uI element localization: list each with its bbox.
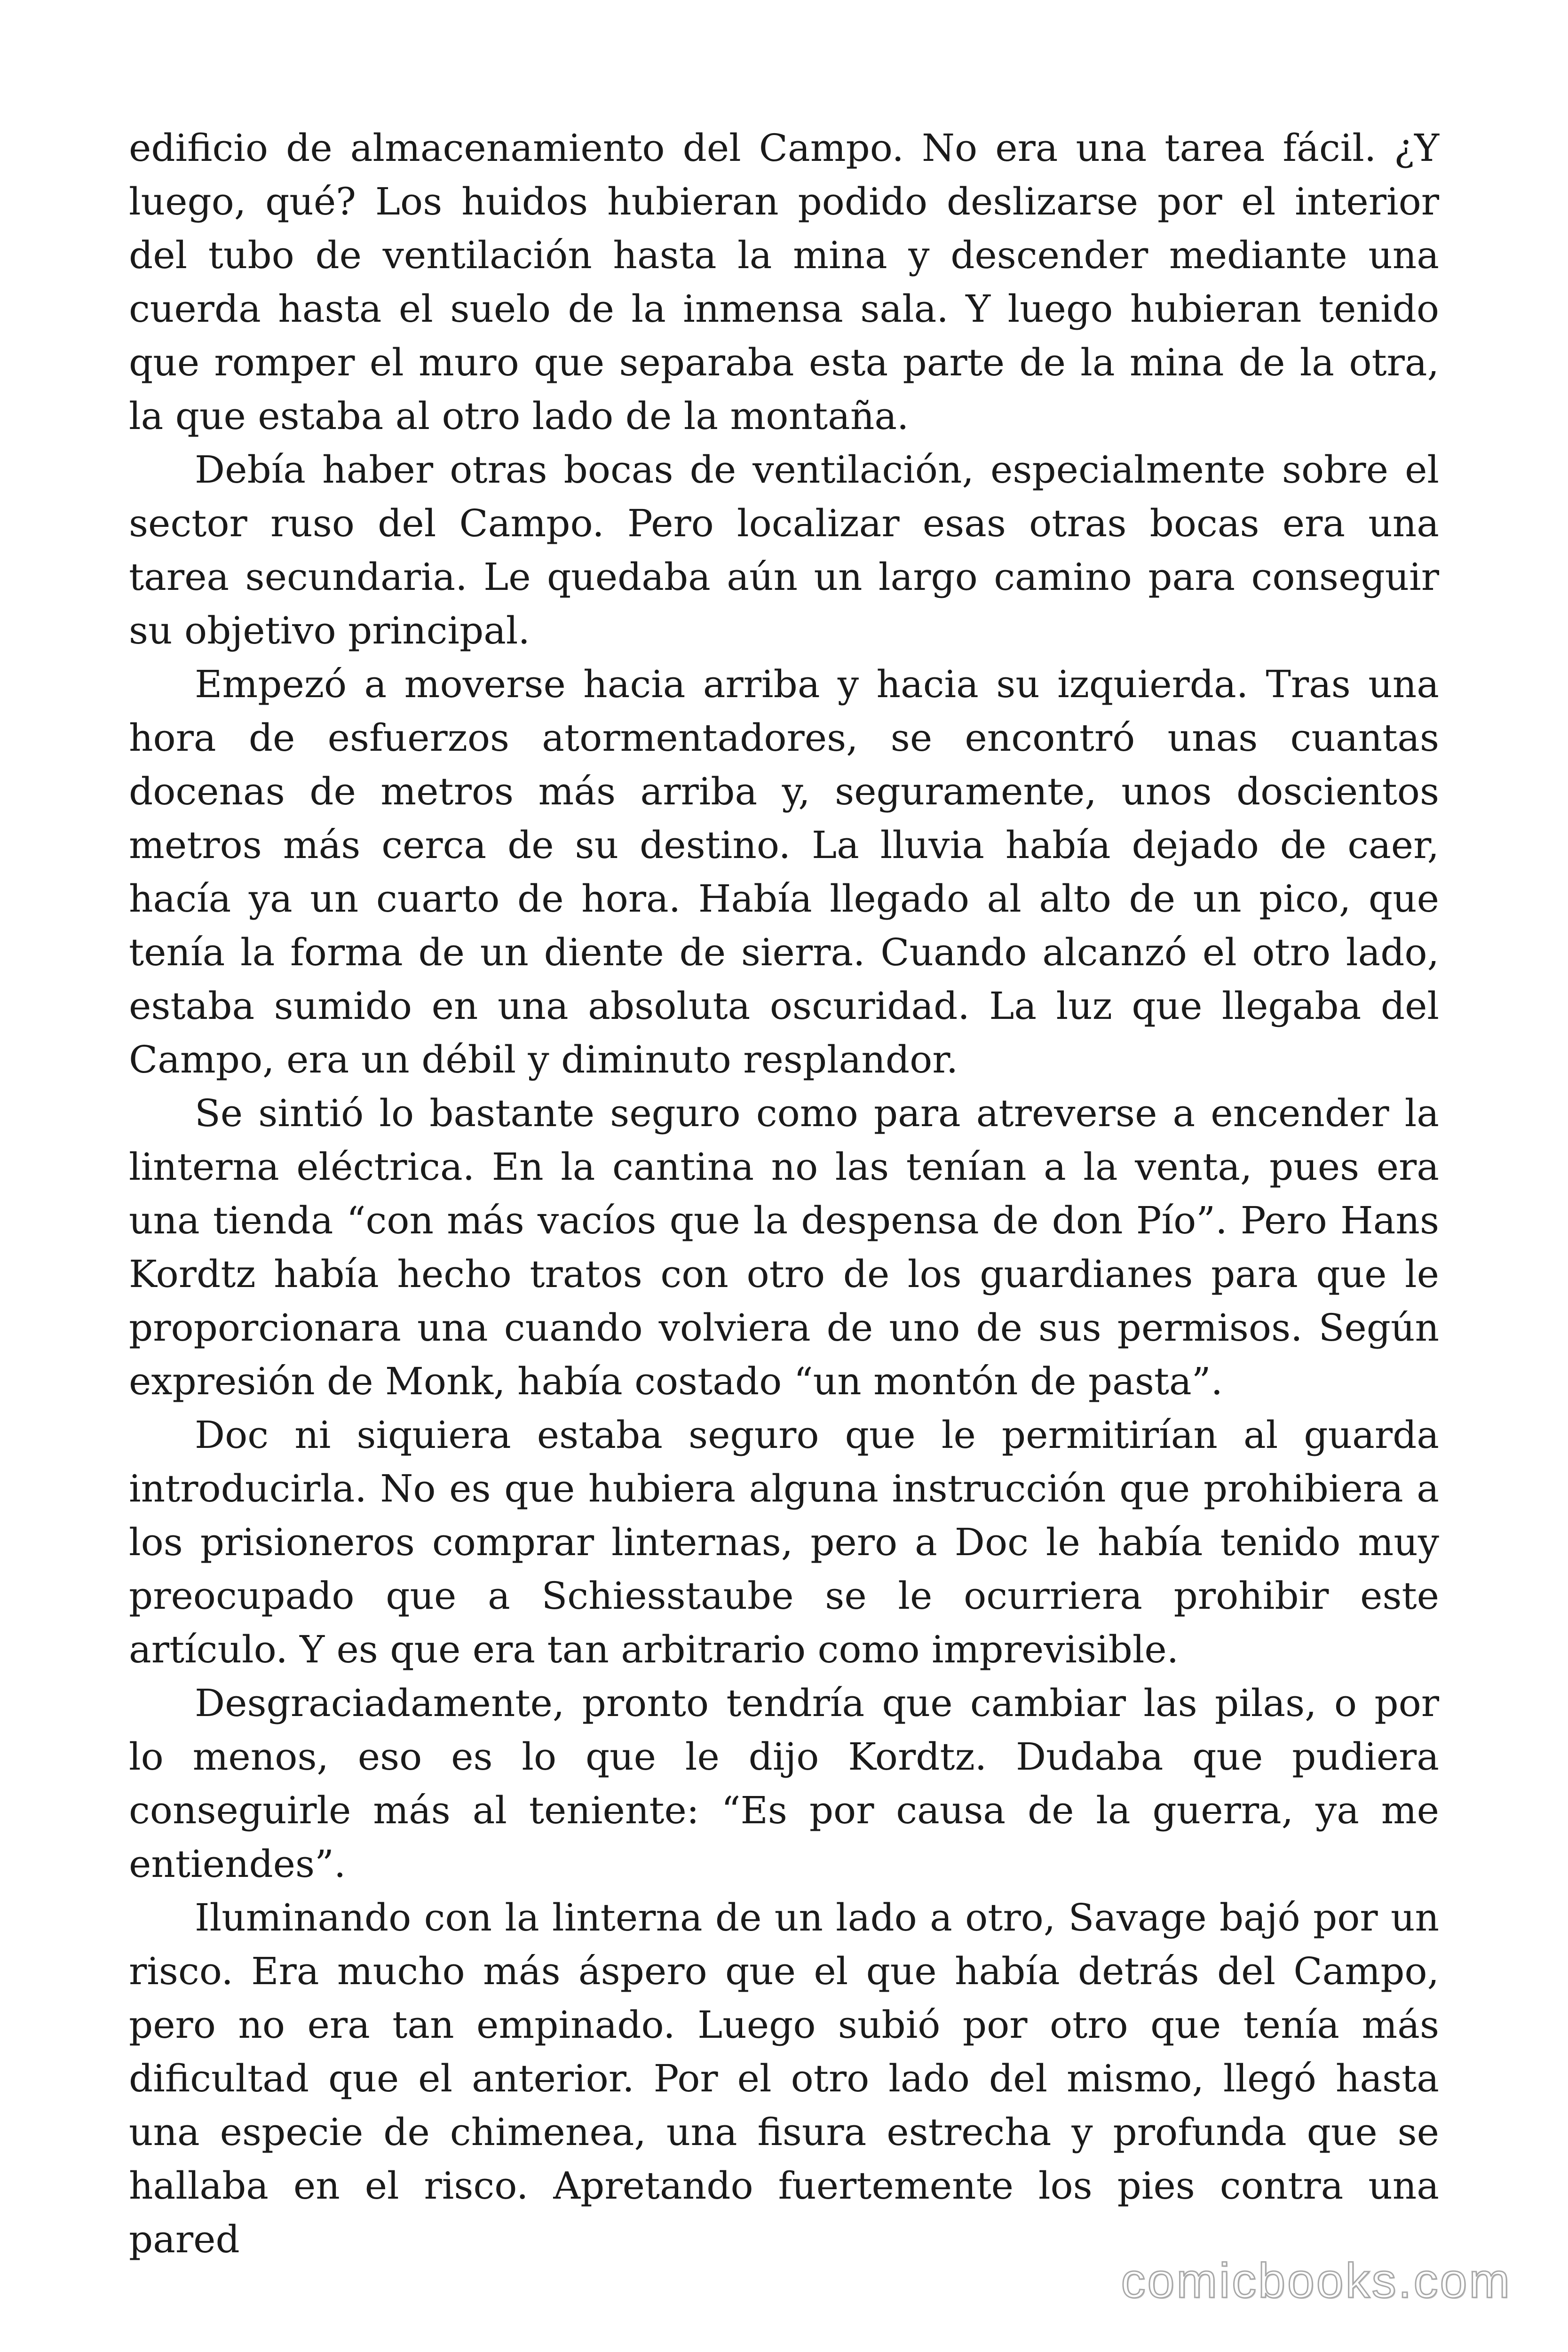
- paragraph-1: edificio de almacenamiento del Campo. No era una tarea fácil. ¿Y luego, qué? Los huidos hubieran podido deslizarse por el interior del tubo de ventilación hasta la mina y descender mediante una cuerda hasta el suelo de la inmensa sala. Y luego hubieran tenido que romper el muro que separaba esta parte de la mina de la otra, la que estaba al otro lado de la montaña.: [129, 126, 1439, 438]
- paragraph-7: Iluminando con la linterna de un lado a otro, Savage bajó por un risco. Era mucho más áspero que el que había detrás del Campo, pero no era tan empinado. Luego subió por otro que tenía más dificultad que el anterior. Por el otro lado del mismo, llegó hasta una especie de chimenea, una fisura estrecha y profunda que se hallaba en el risco. Apretando fuertemente los pies contra una pared: [129, 1896, 1439, 2261]
- paragraph-6: Desgraciadamente, pronto tendría que cambiar las pilas, o por lo menos, eso es lo que le dijo Kordtz. Dudaba que pudiera conseguirle más al teniente: “Es por causa de la guerra, ya me entiendes”.: [129, 1681, 1439, 1886]
- paragraph-2: Debía haber otras bocas de ventilación, especialmente sobre el sector ruso del Campo. Pero localizar esas otras bocas era una tarea secundaria. Le quedaba aún un largo camino para conseguir su objetivo principal.: [129, 448, 1439, 652]
- paragraph-4: Se sintió lo bastante seguro como para atreverse a encender la linterna eléctrica. En la cantina no las tenían a la venta, pues era una tienda “con más vacíos que la despensa de don Pío”. Pero Hans Kordtz había hecho tratos con otro de los guardianes para que le proporcionara una cuando volviera de uno de sus permisos. Según expresión de Monk, había costado “un montón de pasta”.: [129, 1091, 1439, 1403]
- paragraph-5: Doc ni siquiera estaba seguro que le permitirían al guarda introducirla. No es que hubiera alguna instrucción que prohibiera a los prisioneros comprar linternas, pero a Doc le había tenido muy preocupado que a Schiesstaube se le ocurriera prohibir este artículo. Y es que era tan arbitrario como imprevisible.: [129, 1413, 1439, 1671]
- paragraph-3: Empezó a moverse hacia arriba y hacia su izquierda. Tras una hora de esfuerzos atormentadores, se encontró unas cuantas docenas de metros más arriba y, seguramente, unos doscientos metros más cerca de su destino. La lluvia había dejado de caer, hacía ya un cuarto de hora. Había llegado al alto de un pico, que tenía la forma de un diente de sierra. Cuando alcanzó el otro lado, estaba sumido en una absoluta oscuridad. La luz que llegaba del Campo, era un débil y diminuto resplandor.: [129, 662, 1439, 1081]
- body-text: [129, 121, 1439, 2266]
- site-watermark: comicbooks.com: [1121, 2254, 1512, 2308]
